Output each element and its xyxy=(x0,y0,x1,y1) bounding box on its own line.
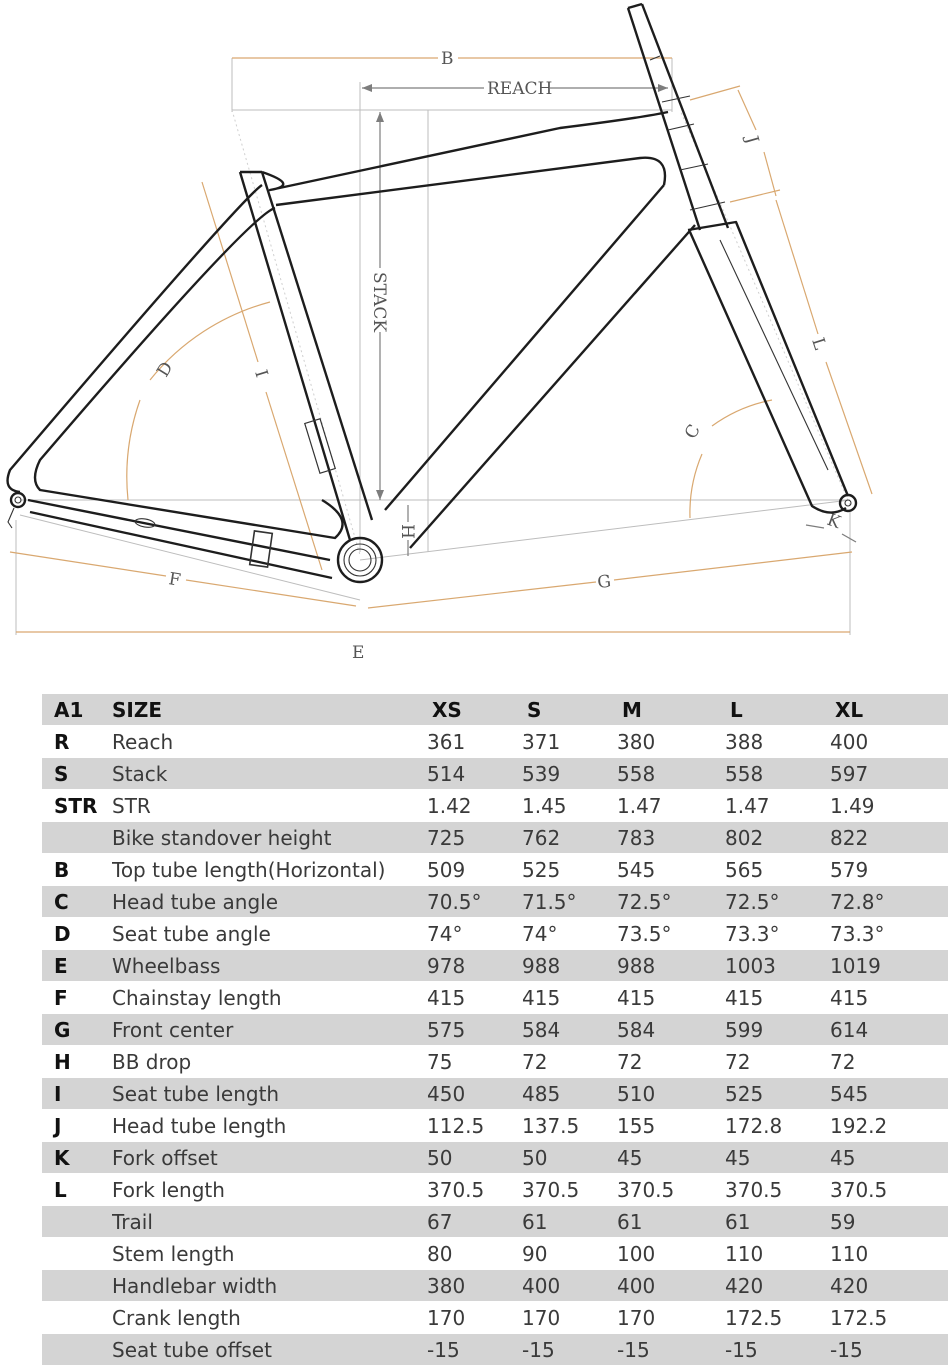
row-code: G xyxy=(42,1014,112,1046)
value-xs: 361 xyxy=(417,726,512,758)
label-b: B xyxy=(441,49,454,69)
value-s: 371 xyxy=(512,726,607,758)
value-xl: 59 xyxy=(820,1206,948,1238)
dimension-i xyxy=(202,182,322,570)
header-l: L xyxy=(715,694,820,726)
value-l: 110 xyxy=(715,1238,820,1270)
value-s: 61 xyxy=(512,1206,607,1238)
value-m: 1.47 xyxy=(607,790,715,822)
value-xs: 514 xyxy=(417,758,512,790)
value-xs: 170 xyxy=(417,1302,512,1334)
value-m: 61 xyxy=(607,1206,715,1238)
value-xs: 112.5 xyxy=(417,1110,512,1142)
header-size: SIZE xyxy=(112,694,417,726)
value-s: 370.5 xyxy=(512,1174,607,1206)
row-code xyxy=(42,1302,112,1334)
dimension-b xyxy=(232,49,672,69)
dimension-g xyxy=(368,552,852,608)
value-m: 380 xyxy=(607,726,715,758)
dimension-h xyxy=(397,505,417,556)
value-xl: 110 xyxy=(820,1238,948,1270)
row-code: STR xyxy=(42,790,112,822)
row-code xyxy=(42,1270,112,1302)
bike-frame-drawing xyxy=(8,4,856,582)
value-l: 388 xyxy=(715,726,820,758)
value-xs: 415 xyxy=(417,982,512,1014)
value-xl: 415 xyxy=(820,982,948,1014)
value-l: 802 xyxy=(715,822,820,854)
value-l: 1.47 xyxy=(715,790,820,822)
value-m: 783 xyxy=(607,822,715,854)
table-row xyxy=(42,950,948,982)
value-s: 762 xyxy=(512,822,607,854)
table-row xyxy=(42,1270,948,1302)
row-code: D xyxy=(42,918,112,950)
row-code: K xyxy=(42,1142,112,1174)
table-row xyxy=(42,1334,948,1366)
value-m: 72 xyxy=(607,1046,715,1078)
value-s: 988 xyxy=(512,950,607,982)
row-code xyxy=(42,1206,112,1238)
frame-geometry-diagram xyxy=(0,0,950,670)
header-m: M xyxy=(607,694,715,726)
value-m: 545 xyxy=(607,854,715,886)
row-name: Seat tube length xyxy=(112,1078,417,1110)
value-xs: 450 xyxy=(417,1078,512,1110)
value-s: 539 xyxy=(512,758,607,790)
row-code xyxy=(42,1334,112,1366)
row-name: Chainstay length xyxy=(112,982,417,1014)
row-code: S xyxy=(42,758,112,790)
value-m: 370.5 xyxy=(607,1174,715,1206)
row-name: Front center xyxy=(112,1014,417,1046)
table-row xyxy=(42,1142,948,1174)
value-m: 988 xyxy=(607,950,715,982)
value-xl: 370.5 xyxy=(820,1174,948,1206)
row-name: Wheelbass xyxy=(112,950,417,982)
value-xs: 70.5° xyxy=(417,886,512,918)
value-s: 71.5° xyxy=(512,886,607,918)
geometry-table xyxy=(42,694,948,1366)
value-l: 72 xyxy=(715,1046,820,1078)
dimension-j xyxy=(690,86,780,202)
value-xl: 400 xyxy=(820,726,948,758)
value-s: 485 xyxy=(512,1078,607,1110)
row-code: E xyxy=(42,950,112,982)
value-l: 73.3° xyxy=(715,918,820,950)
value-xl: 1.49 xyxy=(820,790,948,822)
value-m: 100 xyxy=(607,1238,715,1270)
value-xl: 614 xyxy=(820,1014,948,1046)
value-l: -15 xyxy=(715,1334,820,1366)
value-xl: 579 xyxy=(820,854,948,886)
value-s: 415 xyxy=(512,982,607,1014)
value-l: 599 xyxy=(715,1014,820,1046)
row-name: Handlebar width xyxy=(112,1270,417,1302)
row-name: Stem length xyxy=(112,1238,417,1270)
row-name: STR xyxy=(112,790,417,822)
value-l: 415 xyxy=(715,982,820,1014)
value-xs: 67 xyxy=(417,1206,512,1238)
row-name: Head tube angle xyxy=(112,886,417,918)
row-code: H xyxy=(42,1046,112,1078)
label-j: J xyxy=(741,133,763,146)
label-l: L xyxy=(807,335,830,353)
value-m: 155 xyxy=(607,1110,715,1142)
value-xs: 370.5 xyxy=(417,1174,512,1206)
value-xl: 192.2 xyxy=(820,1110,948,1142)
row-name: Bike standover height xyxy=(112,822,417,854)
row-name: Reach xyxy=(112,726,417,758)
row-name: Fork offset xyxy=(112,1142,417,1174)
row-code: C xyxy=(42,886,112,918)
value-m: 170 xyxy=(607,1302,715,1334)
table-row xyxy=(42,918,948,950)
table-row xyxy=(42,886,948,918)
value-xs: 1.42 xyxy=(417,790,512,822)
value-s: 170 xyxy=(512,1302,607,1334)
value-xs: 74° xyxy=(417,918,512,950)
value-s: 90 xyxy=(512,1238,607,1270)
value-xl: 72.8° xyxy=(820,886,948,918)
value-l: 172.5 xyxy=(715,1302,820,1334)
dimension-e xyxy=(16,632,850,663)
table-row xyxy=(42,790,948,822)
row-name: Stack xyxy=(112,758,417,790)
label-e: E xyxy=(352,643,365,663)
dimension-k xyxy=(806,510,856,542)
row-name: Trail xyxy=(112,1206,417,1238)
row-name: Top tube length(Horizontal) xyxy=(112,854,417,886)
header-s: S xyxy=(512,694,607,726)
value-xl: 73.3° xyxy=(820,918,948,950)
value-xs: 978 xyxy=(417,950,512,982)
table-row xyxy=(42,1238,948,1270)
row-name: Seat tube angle xyxy=(112,918,417,950)
table-row xyxy=(42,1014,948,1046)
value-s: 50 xyxy=(512,1142,607,1174)
value-m: 558 xyxy=(607,758,715,790)
value-m: 510 xyxy=(607,1078,715,1110)
label-g: G xyxy=(596,571,613,593)
value-l: 72.5° xyxy=(715,886,820,918)
value-l: 525 xyxy=(715,1078,820,1110)
value-l: 370.5 xyxy=(715,1174,820,1206)
value-xl: 45 xyxy=(820,1142,948,1174)
value-xs: 75 xyxy=(417,1046,512,1078)
header-xs: XS xyxy=(417,694,512,726)
row-code xyxy=(42,822,112,854)
value-l: 565 xyxy=(715,854,820,886)
value-s: 400 xyxy=(512,1270,607,1302)
label-stack: STACK xyxy=(369,272,389,333)
value-l: 61 xyxy=(715,1206,820,1238)
table-row xyxy=(42,854,948,886)
value-m: 400 xyxy=(607,1270,715,1302)
row-code: F xyxy=(42,982,112,1014)
row-name: Head tube length xyxy=(112,1110,417,1142)
value-xl: 545 xyxy=(820,1078,948,1110)
value-l: 420 xyxy=(715,1270,820,1302)
row-name: Fork length xyxy=(112,1174,417,1206)
dimension-stack xyxy=(369,112,389,500)
label-f: F xyxy=(167,569,182,591)
label-reach: REACH xyxy=(487,79,553,99)
table-header-row xyxy=(42,694,948,726)
label-d: D xyxy=(153,358,178,381)
table-row xyxy=(42,726,948,758)
dimension-f xyxy=(10,552,356,606)
value-s: 74° xyxy=(512,918,607,950)
value-xl: 822 xyxy=(820,822,948,854)
value-l: 45 xyxy=(715,1142,820,1174)
label-c: C xyxy=(681,421,705,443)
table-row xyxy=(42,822,948,854)
value-l: 172.8 xyxy=(715,1110,820,1142)
dimension-reach xyxy=(362,79,668,99)
value-xs: 725 xyxy=(417,822,512,854)
value-xl: -15 xyxy=(820,1334,948,1366)
value-s: 72 xyxy=(512,1046,607,1078)
value-xs: 509 xyxy=(417,854,512,886)
row-name: Seat tube offset xyxy=(112,1334,417,1366)
value-xs: 575 xyxy=(417,1014,512,1046)
header-xl: XL xyxy=(820,694,948,726)
row-name: Crank length xyxy=(112,1302,417,1334)
table-row xyxy=(42,758,948,790)
value-m: 415 xyxy=(607,982,715,1014)
row-code: R xyxy=(42,726,112,758)
value-xl: 172.5 xyxy=(820,1302,948,1334)
table-row xyxy=(42,1174,948,1206)
value-s: 525 xyxy=(512,854,607,886)
value-xs: -15 xyxy=(417,1334,512,1366)
value-xs: 50 xyxy=(417,1142,512,1174)
value-m: 72.5° xyxy=(607,886,715,918)
value-s: 1.45 xyxy=(512,790,607,822)
value-m: 584 xyxy=(607,1014,715,1046)
value-xl: 597 xyxy=(820,758,948,790)
value-xs: 380 xyxy=(417,1270,512,1302)
value-s: -15 xyxy=(512,1334,607,1366)
value-l: 558 xyxy=(715,758,820,790)
value-xl: 1019 xyxy=(820,950,948,982)
table-row xyxy=(42,1206,948,1238)
header-model: A1 xyxy=(42,694,112,726)
row-code: L xyxy=(42,1174,112,1206)
value-s: 137.5 xyxy=(512,1110,607,1142)
value-xs: 80 xyxy=(417,1238,512,1270)
table-row xyxy=(42,1078,948,1110)
value-s: 584 xyxy=(512,1014,607,1046)
table-row xyxy=(42,1302,948,1334)
row-name: BB drop xyxy=(112,1046,417,1078)
label-i: I xyxy=(250,367,272,380)
value-l: 1003 xyxy=(715,950,820,982)
value-xl: 420 xyxy=(820,1270,948,1302)
table-row xyxy=(42,1046,948,1078)
label-h: H xyxy=(397,524,417,539)
dimension-l xyxy=(776,200,872,494)
row-code xyxy=(42,1238,112,1270)
row-code: B xyxy=(42,854,112,886)
row-code: I xyxy=(42,1078,112,1110)
value-m: 73.5° xyxy=(607,918,715,950)
label-k: K xyxy=(824,509,844,534)
table-row xyxy=(42,1110,948,1142)
value-m: -15 xyxy=(607,1334,715,1366)
value-xl: 72 xyxy=(820,1046,948,1078)
row-code: J xyxy=(42,1110,112,1142)
table-row xyxy=(42,982,948,1014)
value-m: 45 xyxy=(607,1142,715,1174)
